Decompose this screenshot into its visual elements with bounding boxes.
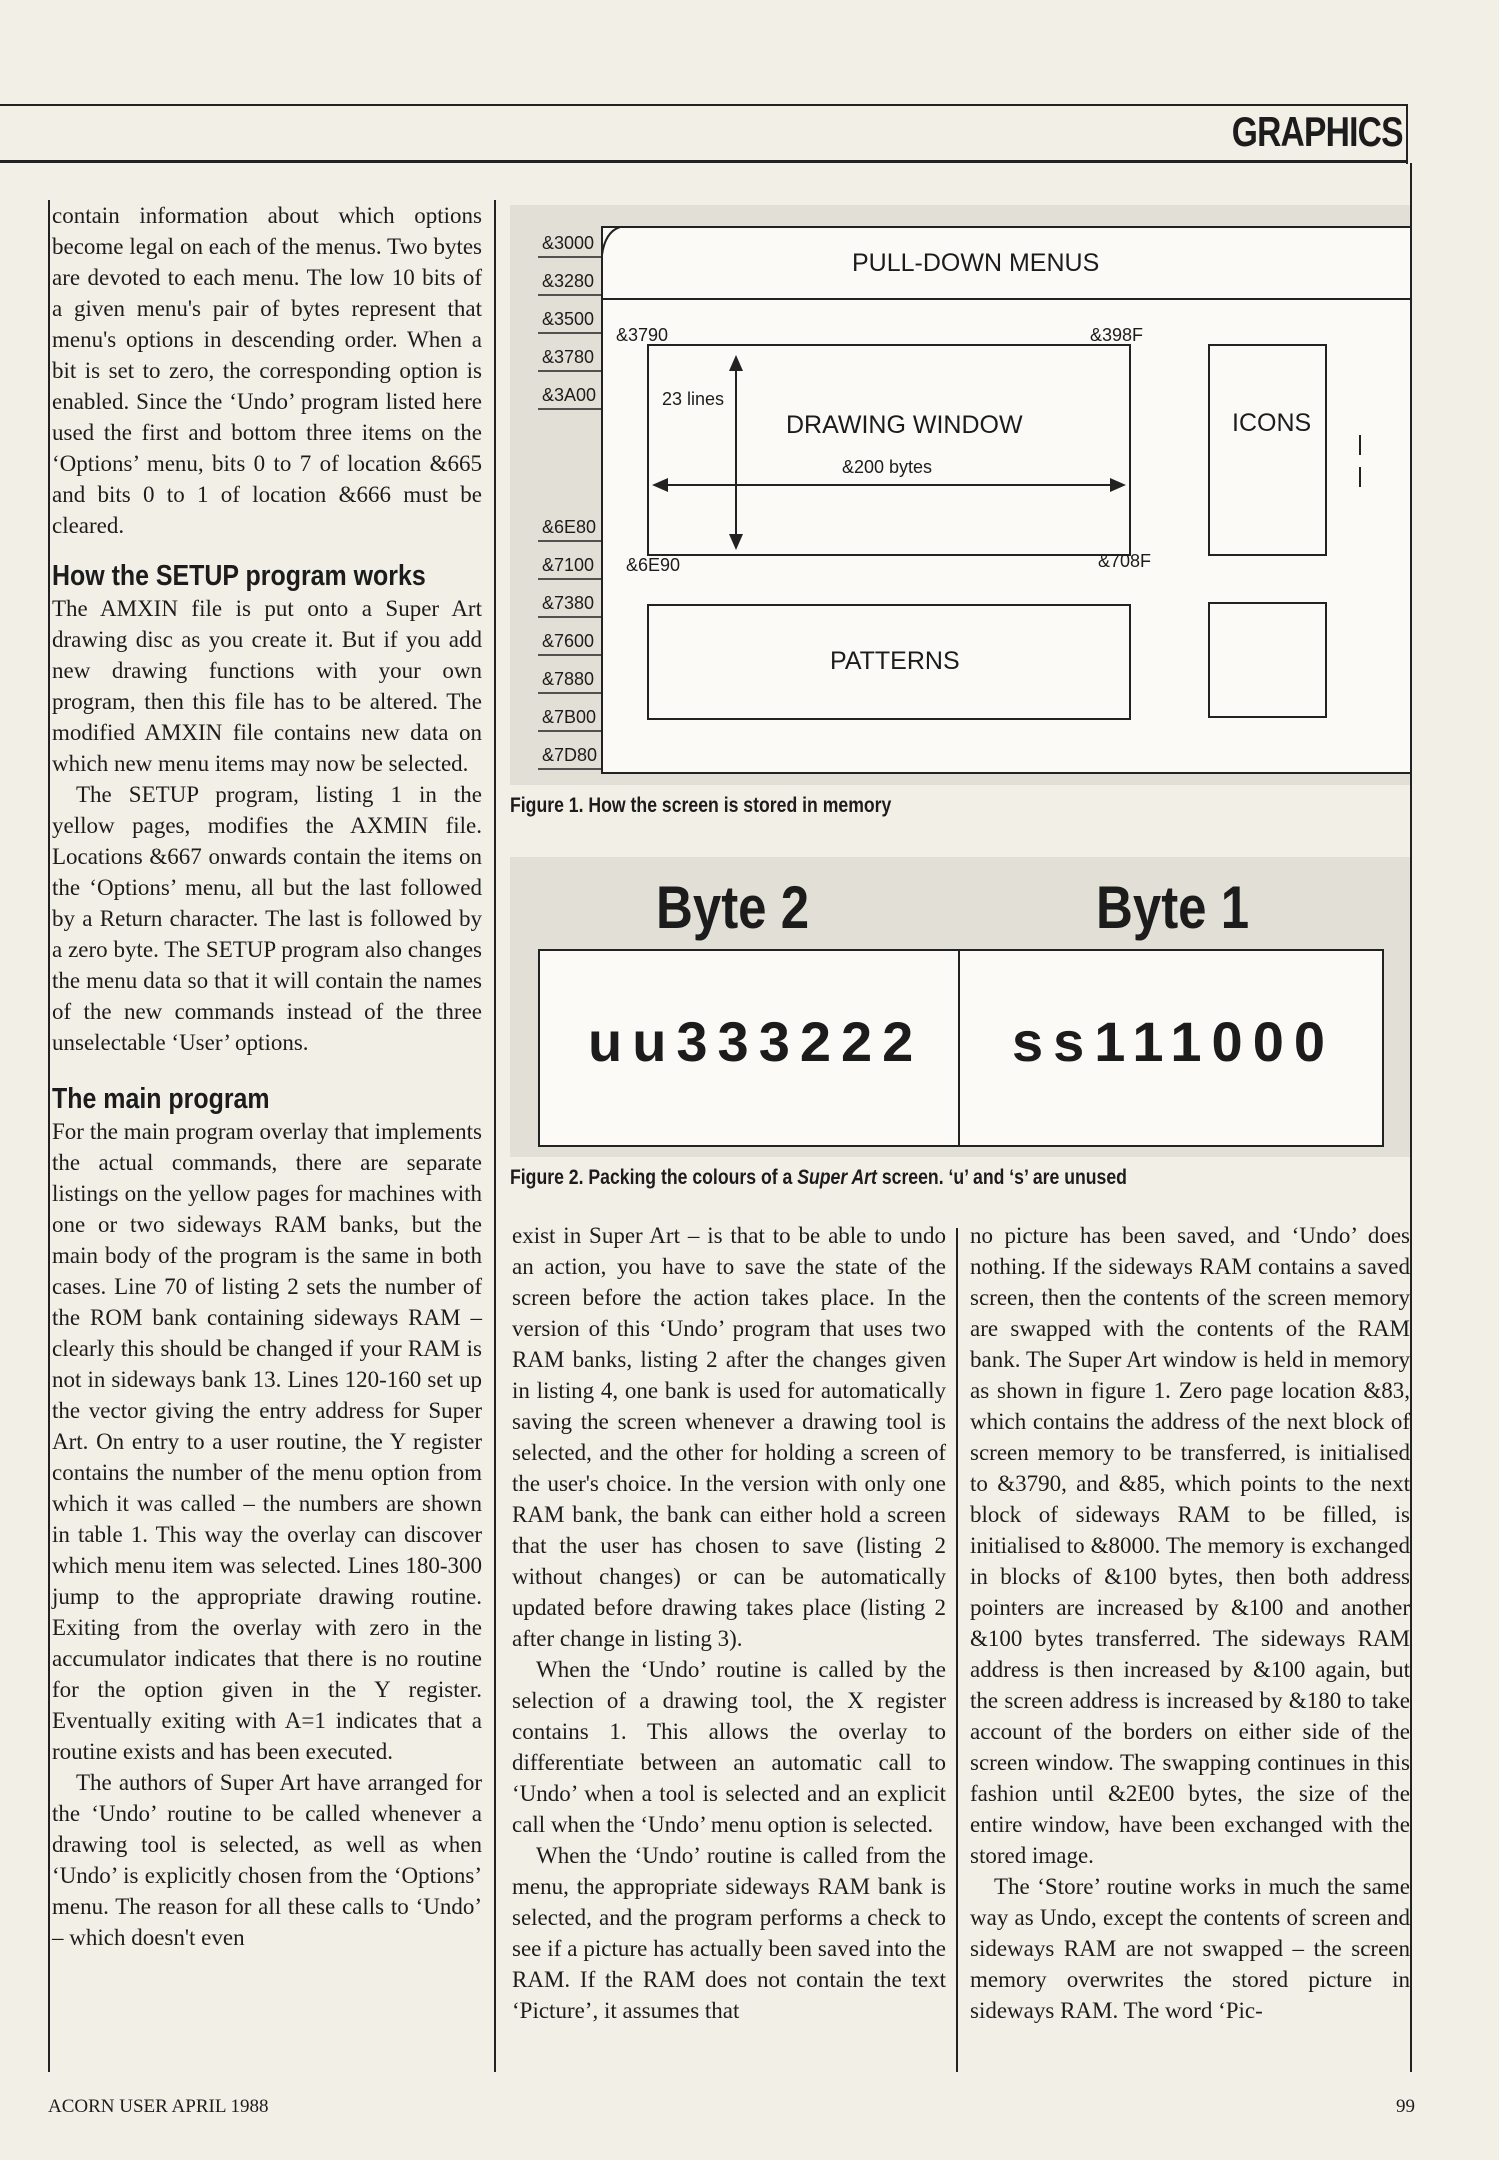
corner-address-br: &708F xyxy=(1098,551,1152,571)
section-label: GRAPHICS xyxy=(1232,108,1403,155)
address-label: &3A00 xyxy=(542,385,597,405)
address-label: &7380 xyxy=(542,593,595,613)
address-label: &6E80 xyxy=(542,517,597,537)
drawing-window-label: DRAWING WINDOW xyxy=(786,411,1023,439)
byte-2-bits: uu333222 xyxy=(588,1010,924,1073)
column3-right-rule xyxy=(1410,163,1412,2072)
byte-1-heading: Byte 1 xyxy=(1096,874,1250,941)
address-label: &3280 xyxy=(542,271,595,291)
column-1 xyxy=(52,200,482,1953)
address-label: &7880 xyxy=(542,669,595,689)
address-label: &3500 xyxy=(542,309,595,329)
figure-1-memory-map xyxy=(510,205,1410,785)
page-number: 99 xyxy=(1396,2096,1415,2117)
pull-down-menus-label: PULL-DOWN MENUS xyxy=(852,249,1100,277)
column2-paragraph-3: When the ‘Undo’ routine is called from the menu, the appropriate sideways RAM bank is selected, and the program performs a check to see if a picture has actually been saved into the RAM. If the RAM does not contain the text ‘Picture’, it assumes that xyxy=(512,1843,946,2023)
column3-paragraph-1: no picture has been saved, and ‘Undo’ does nothing. If the sideways RAM contains a saved screen, then the contents of the screen memory are swapped with the contents of the RAM bank. The Super Art window is held in memory as shown in figure 1. Zero page location &83, which contains the address of the next block of screen memory to be transferred, is initialised to &3790, and &85, which points to the next block of sideways RAM to be filled, is initialised to &8000. The memory is exchanged in blocks of &100 bytes, then both address pointers are increased by &100 and another &100 bytes transferred. The sideways RAM address is then increased by &100 again, but the screen address is increased by &180 to take account of the borders on either side of the screen window. The swapping continues in this fashion until &2E00 bytes, the size of the entire window, have been exchanged with the stored image. xyxy=(970,1223,1410,1868)
column2-paragraph-2: When the ‘Undo’ routine is called by the selection of a drawing tool, the X register contains 1. This allows the overlay to differentiate between an automatic call to ‘Undo’ when a tool is selected and an explicit call when the ‘Undo’ menu option is selected. xyxy=(512,1657,946,1837)
column2-right-rule xyxy=(956,1228,958,2072)
column2-paragraph-1: exist in Super Art – is that to be able to undo an action, you have to save the state of the screen before the action takes place. In the version of this ‘Undo’ program that uses two RAM banks, listing 2 after the changes given in listing 4, one bank is used for automatically saving the screen whenever a drawing tool is selected, and the other for holding a screen of the user's choice. In the version with only one RAM bank, the bank can either hold a screen that the user has chosen to save (listing 2 without changes) or can be automatically updated before drawing takes place (listing 2 after change in listing 3). xyxy=(512,1223,946,1651)
figure-1-caption: Figure 1. How the screen is stored in memory xyxy=(510,794,892,817)
magazine-footer: ACORN USER APRIL 1988 xyxy=(48,2096,269,2117)
column-2 xyxy=(512,1220,946,2026)
address-label: &3000 xyxy=(542,233,595,253)
memory-map-diagram xyxy=(510,205,1410,785)
byte-1-bits: ss111000 xyxy=(1012,1010,1335,1073)
byte-2-heading: Byte 2 xyxy=(656,874,810,941)
column1-intro: contain information about which options become legal on each of the menus. Two bytes are devoted to each menu. The low 10 bits of a given menu's pair of bytes represent that menu's options in descending order. When a bit is set to zero, the corresponding option is enabled. Since the ‘Undo’ program listed here used the first and bottom three items on the ‘Options’ menu, bits 0 to 7 of location &665 and bits 0 to 1 of location &666 must be cleared. xyxy=(52,203,482,538)
column3-paragraph-2: The ‘Store’ routine works in much the same way as Undo, except the contents of screen and sideways RAM are not swapped – the screen memory overwrites the stored picture in sideways RAM. The word ‘Pic- xyxy=(970,1874,1410,2023)
address-label: &7600 xyxy=(542,631,595,651)
heading-setup-program: How the SETUP program works xyxy=(52,560,426,592)
bytes-label: &200 bytes xyxy=(842,457,933,477)
corner-address-bl: &6E90 xyxy=(626,555,681,575)
corner-address-tl: &3790 xyxy=(616,325,669,345)
setup-paragraph-2: The SETUP program, listing 1 in the yellow pages, modifies the AXMIN file. Locations &667 onwards contain the items on the ‘Options’ menu, all but the last followed by a Return character. The last is followed by a zero byte. The SETUP program also changes the menu data so that it will contain the names of the new commands instead of the three unselectable ‘User’ options. xyxy=(52,782,482,1055)
figure-2-byte-packing xyxy=(510,857,1410,1157)
header-top-rule xyxy=(0,104,1408,106)
main-paragraph-2: The authors of Super Art have arranged for the ‘Undo’ routine to be called whenever a drawing tool is selected, as well as when ‘Undo’ is explicitly chosen from the ‘Options’ menu. The reason for all these calls to ‘Undo’ – which doesn't even xyxy=(52,1770,482,1950)
address-label: &7B00 xyxy=(542,707,597,727)
lines-label: 23 lines xyxy=(662,389,725,409)
patterns-label: PATTERNS xyxy=(830,647,960,675)
address-label: &7100 xyxy=(542,555,595,575)
corner-address-tr: &398F xyxy=(1090,325,1144,345)
header-bottom-rule xyxy=(0,160,1408,163)
figure-2-caption: Figure 2. Packing the colours of a Super Art screen. ‘u’ and ‘s’ are unused xyxy=(510,1166,1127,1189)
setup-paragraph-1: The AMXIN file is put onto a Super Art drawing disc as you create it. But if you add new drawing functions with your own program, then this file has to be altered. The modified AMXIN file contains new data on which new menu items may now be selected. xyxy=(52,596,482,776)
address-label: &7D80 xyxy=(542,745,598,765)
heading-main-program: The main program xyxy=(52,1083,270,1115)
header-right-rule xyxy=(1406,104,1408,164)
column-3 xyxy=(970,1220,1410,2026)
address-label: &3780 xyxy=(542,347,595,367)
column1-left-rule xyxy=(48,200,50,2072)
icons-label: ICONS xyxy=(1232,409,1312,437)
main-paragraph-1: For the main program overlay that implements the actual commands, there are separate listings on the yellow pages for machines with one or two sideways RAM banks, but the main body of the program is the same in both cases. Line 70 of listing 2 sets the number of the ROM bank containing sideways RAM – clearly this should be changed if your RAM is not in sideways bank 13. Lines 120-160 set up the vector giving the entry address for Super Art. On entry to a user routine, the Y register contains the number of the menu option from which it was called – the numbers are shown in table 1. This way the overlay can discover which menu item was selected. Lines 180-300 jump to the appropriate drawing routine. Exiting from the overlay with zero in the accumulator indicates that there is no routine for the option given in the Y register. Eventually exiting with A=1 indicates that a routine exists and has been executed. xyxy=(52,1119,482,1764)
column1-right-rule xyxy=(494,200,496,2072)
